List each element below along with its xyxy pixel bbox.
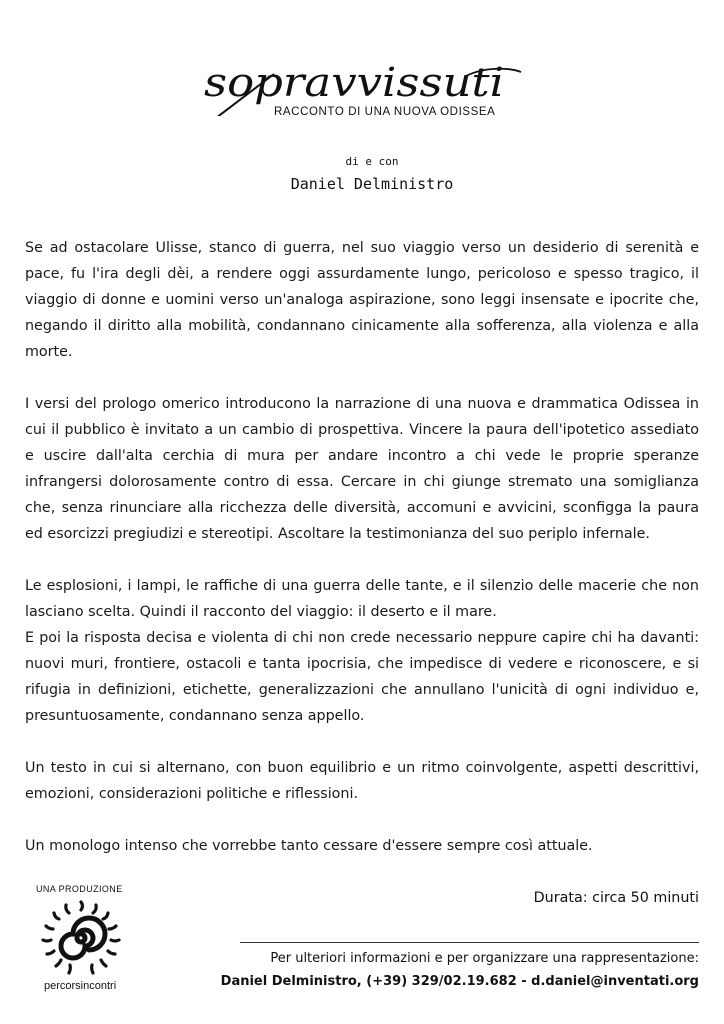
paragraph: Un monologo intenso che vorrebbe tanto cessare d'essere sempre così attuale. (25, 838, 593, 854)
paragraph: Se ad ostacolare Ulisse, stanco di guerra, nel suo viaggio verso un desiderio di serenità e pace, fu l'ira degli dèi, a rendere oggi assurdamente lungo, pericoloso e spesso tragico, il viaggio di donne e uomini verso un'analoga aspirazione, sono leggi insensate e ipocrite che, negando il diritto alla mobilità, condannano cinicamente alla sofferenza, alla violenza e alla morte. (25, 240, 699, 360)
credit-prefix: di e con (345, 155, 399, 168)
paragraph: I versi del prologo omerico introducono la narrazione di una nuova e drammatica Odissea in cui il pubblico è invitato a un cambio di prospettiva. Vincere la paura dell'ipotetico assediato e uscire dall'alta cerchia di mura per andare incontro a chi vede le proprie speranze infrangersi dolorosamente contro di essa. Cercare in chi giunge stremato una somiglianza che, senza rinunciare alla ricchezza delle diversità, accomuni e avvicini, sconfigga la paura ed esorcizzi pregiudizi e stereotipi. Ascoltare la testimonianza del suo periplo infernale. (25, 396, 699, 542)
logo-title: sopravvissuti (204, 60, 504, 106)
logo-subtitle: RACCONTO DI UNA NUOVA ODISSEA (274, 106, 496, 118)
author-name: Daniel Delministro (290, 175, 454, 193)
paragraph: E poi la risposta decisa e violenta di chi non crede necessario neppure capire chi ha davanti: nuovi muri, frontiere, ostacoli e tanta ipocrisia, che impedisce di vedere e riconoscere, e si rifugia in definizioni, etichette, generalizzazioni che annullano l'unicità di ogni individuo e, presuntuosamente, condannano senza appello. (25, 630, 699, 724)
production-name: percorsincontri (44, 980, 117, 992)
description (25, 235, 699, 885)
percorsincontri-sun-logo (36, 898, 126, 980)
contact-details: Daniel Delministro, (+39) 329/02.19.682 - d.daniel@inventati.org (220, 974, 699, 989)
paragraph: Le esplosioni, i lampi, le raffiche di una guerra delle tante, e il silenzio delle macerie che non lasciano scelta. Quindi il racconto del viaggio: il deserto e il mare. (25, 578, 699, 620)
production-label: UNA PRODUZIONE (36, 884, 123, 894)
contact-divider (240, 942, 699, 943)
duration-text: Durata: circa 50 minuti (533, 890, 699, 906)
contact-info-text: Per ulteriori informazioni e per organizzare una rappresentazione: (270, 951, 699, 966)
show-logo (196, 56, 526, 126)
paragraph: Un testo in cui si alternano, con buon equilibrio e un ritmo coinvolgente, aspetti descrittivi, emozioni, considerazioni politiche e riflessioni. (25, 760, 699, 802)
